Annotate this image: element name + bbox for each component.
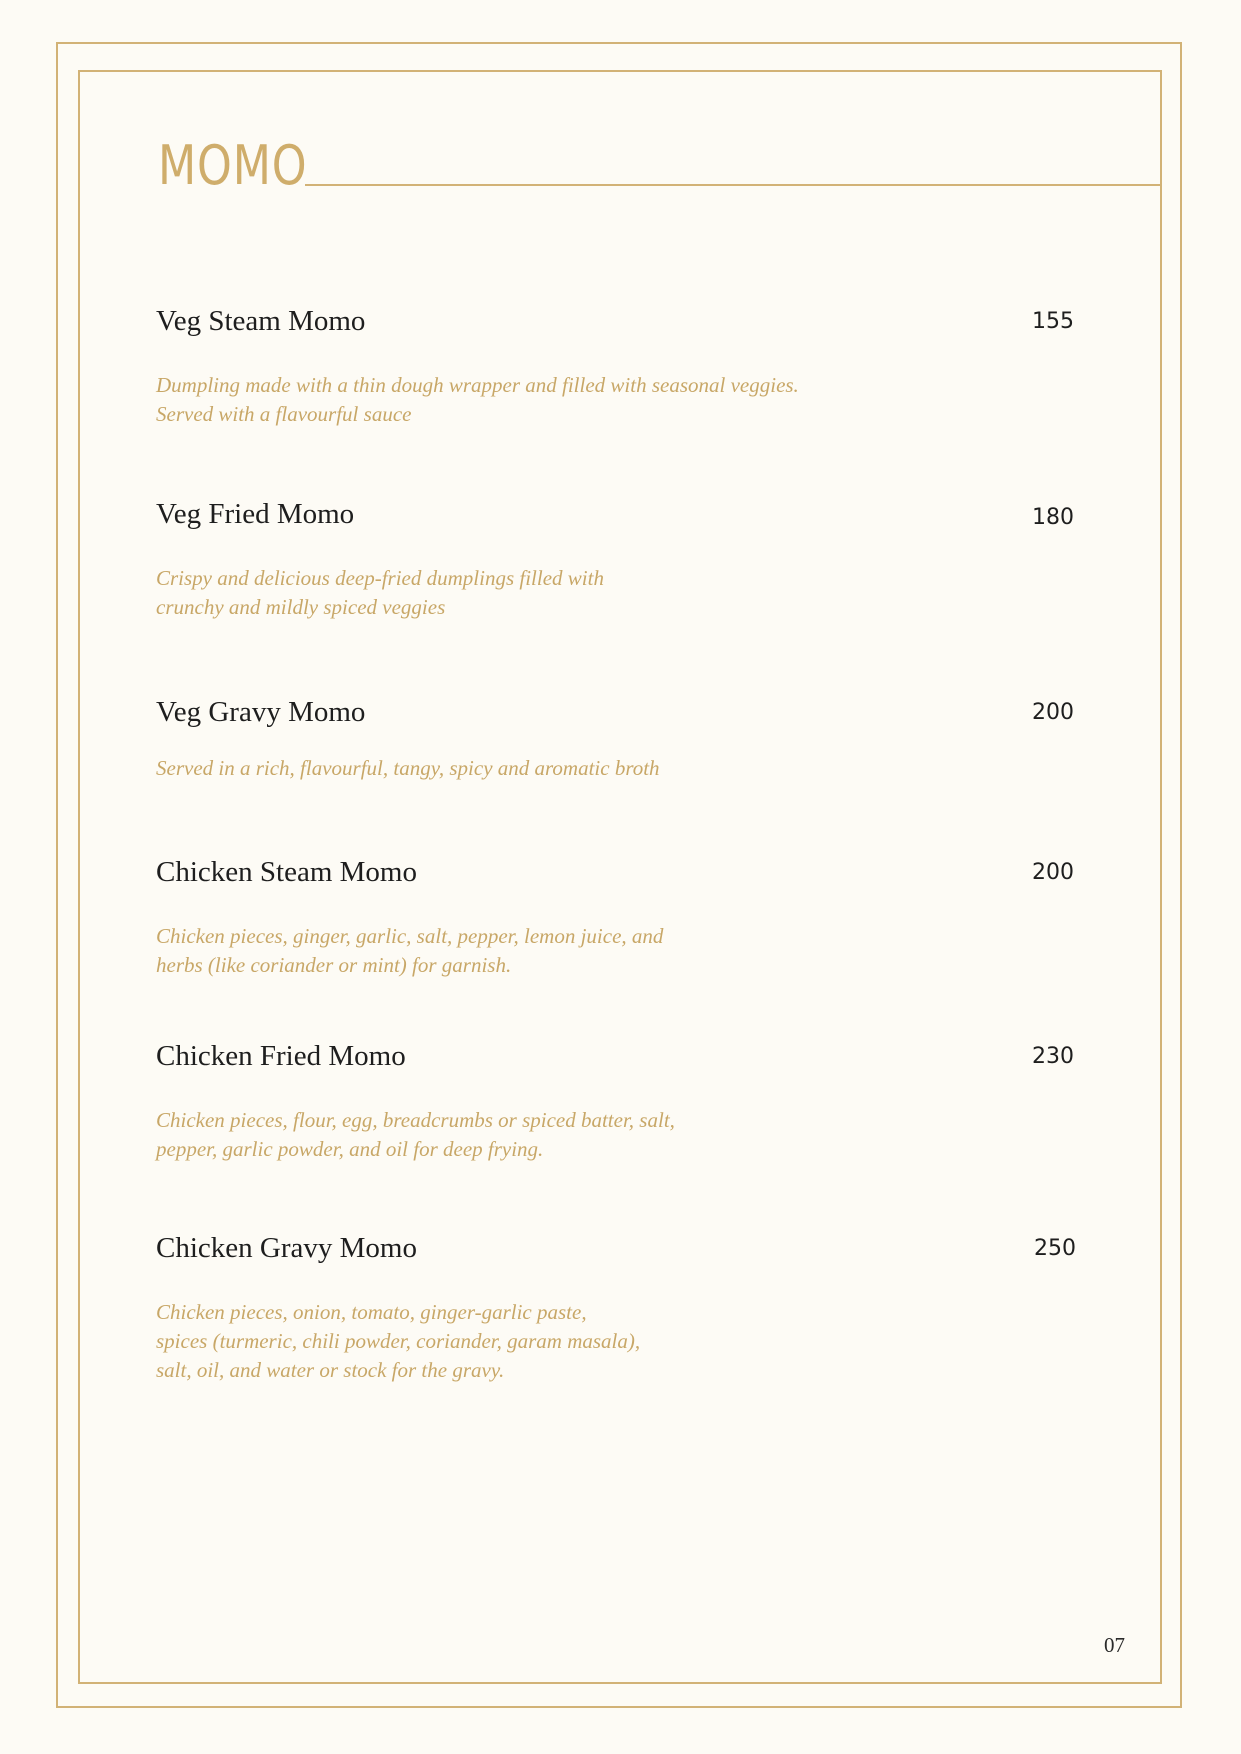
menu-item-price: 180 [1032, 505, 1074, 530]
menu-item-name: Veg Gravy Momo [156, 696, 366, 728]
menu-item-description: Dumpling made with a thin dough wrapper and filled with seasonal veggies. Served with a flavourful sauce [156, 373, 799, 426]
menu-item-price: 250 [1034, 1236, 1076, 1261]
menu-item-description: Served in a rich, flavourful, tangy, spicy and aromatic broth [156, 756, 660, 780]
menu-item-description: Crispy and delicious deep-fried dumplings filled with crunchy and mildly spiced veggies [156, 566, 604, 619]
menu-item-name: Veg Steam Momo [156, 305, 366, 337]
title-divider [305, 184, 1162, 186]
page-title: MOMO [158, 134, 308, 197]
menu-item-name: Chicken Fried Momo [156, 1040, 406, 1072]
menu-item-name: Chicken Steam Momo [156, 856, 417, 888]
menu-item-description: Chicken pieces, flour, egg, breadcrumbs or spiced batter, salt, pepper, garlic powder, and oil for deep frying. [156, 1108, 675, 1161]
menu-item-price: 200 [1032, 860, 1074, 885]
menu-item-price: 200 [1032, 700, 1074, 725]
menu-item-name: Chicken Gravy Momo [156, 1232, 417, 1264]
page-number: 07 [1104, 1633, 1125, 1657]
menu-item-price: 230 [1032, 1044, 1074, 1069]
menu-item-name: Veg Fried Momo [156, 498, 355, 530]
menu-item-description: Chicken pieces, ginger, garlic, salt, pepper, lemon juice, and herbs (like coriander or mint) for garnish. [156, 924, 664, 977]
menu-item-price: 155 [1032, 309, 1074, 334]
menu-item-description: Chicken pieces, onion, tomato, ginger-garlic paste, spices (turmeric, chili powder, coriander, garam masala), salt, oil, and water or stock for the gravy. [156, 1300, 641, 1382]
